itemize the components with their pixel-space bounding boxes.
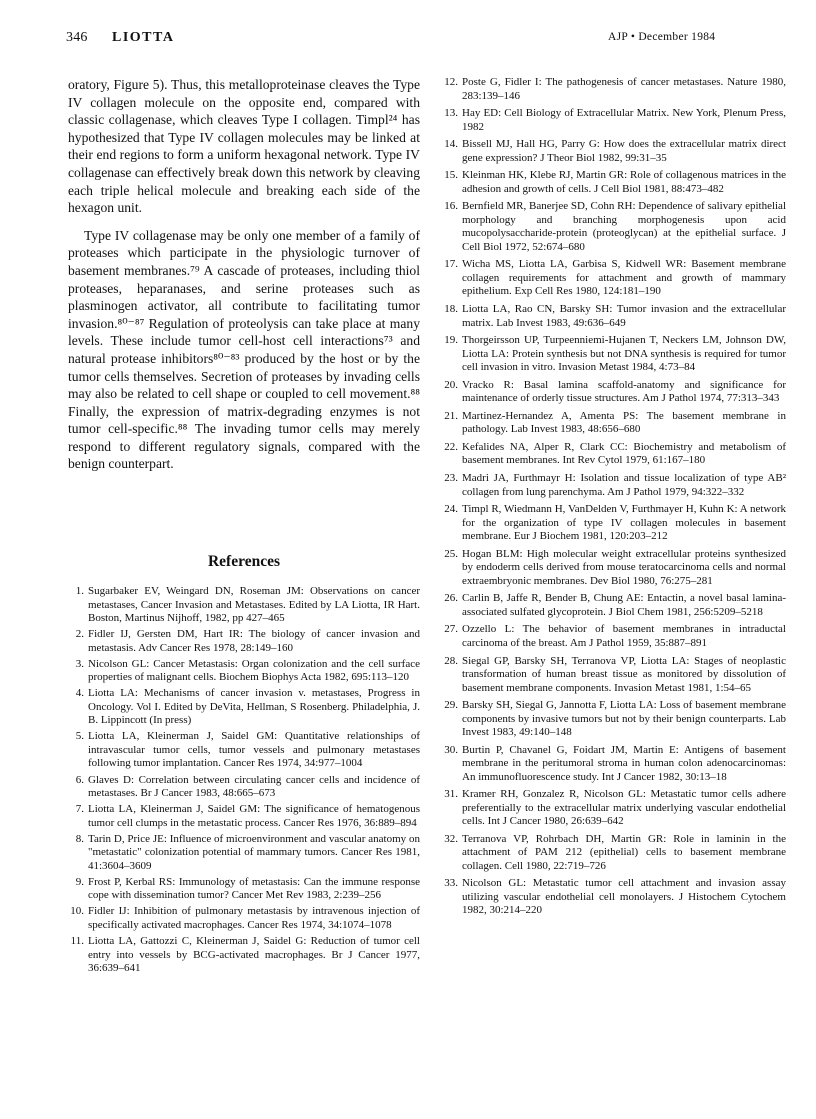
reference-number: 10. — [70, 905, 84, 918]
reference-item — [442, 877, 786, 918]
body-paragraph: Type IV collagenase may be only one member of a family of proteases which participate in the physiologic turnover of basement membranes.⁷⁹ A cascade of proteases, including thiol proteases, heparanases, and serine proteases such as plasminogen activator, all contribute to facilitating tumor invasion.⁸⁰⁻⁸⁷ Regulation of proteolysis can take place at many levels. These include tumor cell-host cell interactions⁷³ and natural protease inhibitors⁸⁰⁻⁸³ produced by the host or by the tumor cells themselves. Secretion of proteases by invading cells may also be related to cell shape or coupled to cell movement.⁸⁸ Finally, the expression of matrix-degrading enzymes is not tumor cell-specific.⁸⁸ The invading tumor cells may merely respond to different regulatory signals, compared with the benign counterpart. — [68, 227, 420, 472]
reference-item — [442, 744, 786, 785]
reference-number: 27. — [444, 623, 458, 636]
reference-number: 19. — [444, 334, 458, 347]
reference-item — [442, 833, 786, 874]
reference-item — [442, 138, 786, 165]
reference-item — [68, 687, 420, 728]
reference-number: 23. — [444, 472, 458, 485]
reference-item — [442, 441, 786, 468]
reference-text: Wicha MS, Liotta LA, Garbisa S, Kidwell WR: Basement membrane collagen requirements for attachment and growth of mammary epithelium. Exp Cell Res 1980, 124:181–190 — [462, 258, 786, 298]
reference-number: 29. — [444, 699, 458, 712]
reference-number: 3. — [75, 657, 84, 670]
reference-number: 9. — [75, 875, 84, 888]
reference-text: Kefalides NA, Alper R, Clark CC: Biochemistry and metabolism of basement membranes. Int Rev Cytol 1979, 61:167–180 — [462, 440, 786, 467]
reference-text: Barsky SH, Siegal G, Jannotta F, Liotta LA: Loss of basement membrane components by invasive tumors but not by their benign counterparts. Lab Invest 1983, 49:140–148 — [462, 699, 786, 739]
reference-item — [442, 200, 786, 254]
reference-number: 20. — [444, 378, 458, 391]
reference-text: Fidler IJ, Gersten DM, Hart IR: The biology of cancer invasion and metastasis. Adv Cancer Res 1978, 28:149–160 — [88, 628, 420, 654]
reference-text: Siegal GP, Barsky SH, Terranova VP, Liotta LA: Stages of neoplastic transformation of human breast tissue as monitored by dissolution of basement membrane components. Invasion Metast 1981, 1:54–65 — [462, 654, 786, 694]
reference-number: 4. — [75, 687, 84, 700]
reference-item — [442, 410, 786, 437]
reference-text: Hogan BLM: High molecular weight extracellular proteins synthesized by endoderm cells derived from mouse teratocarcinoma cells and normal extraembryonic membranes. Dev Biol 1980, 76:275–281 — [462, 547, 786, 587]
reference-list-right — [442, 76, 786, 918]
reference-number: 6. — [75, 773, 84, 786]
reference-item — [68, 730, 420, 771]
reference-item — [442, 592, 786, 619]
reference-item — [442, 788, 786, 829]
reference-item — [68, 585, 420, 626]
reference-item — [442, 334, 786, 375]
reference-text: Martinez-Hernandez A, Amenta PS: The basement membrane in pathology. Lab Invest 1983, 48:656–680 — [462, 409, 786, 436]
reference-item — [442, 548, 786, 589]
reference-number: 11. — [70, 935, 84, 947]
reference-number: 24. — [444, 503, 458, 516]
reference-text: Tarin D, Price JE: Influence of microenvironment and vascular anatomy on "metastatic" colonization potential of mammary tumors. Cancer Res 1981, 41:3604–3609 — [88, 832, 420, 872]
reference-number: 14. — [444, 138, 458, 151]
reference-number: 25. — [444, 547, 458, 560]
reference-item — [442, 76, 786, 103]
reference-number: 30. — [444, 743, 458, 756]
reference-number: 28. — [444, 654, 458, 667]
reference-text: Kramer RH, Gonzalez R, Nicolson GL: Metastatic tumor cells adhere preferentially to the extracellular matrix underlying vascular endothelial cells. Int J Cancer 1980, 26:639–642 — [462, 788, 786, 828]
reference-text: Kleinman HK, Klebe RJ, Martin GR: Role of collagenous matrices in the adhesion and growth of cells. J Cell Biol 1981, 88:473–482 — [462, 169, 786, 195]
reference-number: 17. — [444, 258, 458, 271]
reference-text: Burtin P, Chavanel G, Foidart JM, Martin E: Antigens of basement membrane in the peritumoral stroma in human colon adenocarcinomas: An immunofluorescence study. Int J Cancer 1982, 30:13–18 — [462, 743, 786, 783]
reference-number: 2. — [75, 628, 84, 641]
reference-text: Nicolson GL: Metastatic tumor cell attachment and invasion assay utilizing vascular endothelial cell monolayers. J Histochem Cytochem 1982, 30:214–220 — [462, 877, 786, 917]
reference-item — [442, 503, 786, 544]
reference-text: Nicolson GL: Cancer Metastasis: Organ colonization and the cell surface properties of malignant cells. Biochem Biophys Acta 1982, 695:113–120 — [88, 657, 420, 684]
reference-text: Liotta LA: Mechanisms of cancer invasion v. metastases, Progress in Oncology. Vol I. Edited by DeVita, Hellman, S Rosenberg. Philadelphia, J. B. Lippincott (In press) — [88, 687, 420, 727]
body-paragraph: oratory, Figure 5). Thus, this metalloproteinase cleaves the Type IV collagen molecule on the opposite end, compared with classic collagenase, which cleaves Type I collagen. Timpl²⁴ has hypothesized that Type IV collagen molecules may be linked at their end regions to form a uniform hexagonal network. Type IV collagenase can effectively break down this network by cleaving each triple helical molecule and breaking each side of the hexagon unit. — [68, 77, 420, 216]
reference-item — [442, 258, 786, 299]
reference-text: Liotta LA, Kleinerman J, Saidel GM: The significance of hematogenous tumor cell clumps in the metastatic process. Cancer Res 1976, 36:889–894 — [88, 803, 420, 829]
reference-number: 15. — [444, 169, 458, 182]
reference-text: Glaves D: Correlation between circulating cancer cells and incidence of metastases. Br J Cancer 1983, 48:665–673 — [88, 773, 420, 800]
reference-number: 12. — [444, 76, 458, 88]
reference-item — [442, 699, 786, 740]
reference-number: 32. — [444, 832, 458, 845]
page-header — [0, 30, 816, 52]
reference-text: Bissell MJ, Hall HG, Parry G: How does the extracellular matrix direct gene expression? J Theor Biol 1982, 99:31–35 — [462, 138, 786, 164]
reference-number: 33. — [444, 877, 458, 890]
reference-number: 18. — [444, 303, 458, 316]
reference-text: Thorgeirsson UP, Turpeenniemi-Hujanen T, Neckers LM, Johnson DW, Liotta LA: Protein synthesis but not DNA synthesis is required for tumor cell invasion in vitro. Invasion Metast 1984, 4:73–84 — [462, 334, 786, 374]
reference-list-left — [68, 585, 420, 975]
reference-item — [68, 833, 420, 874]
reference-text: Liotta LA, Kleinerman J, Saidel GM: Quantitative relationships of intravascular tumor cells, tumor vessels and pulmonary metastases following tumor implantation. Cancer Res 1974, 34:977–1004 — [88, 730, 420, 770]
reference-item — [68, 774, 420, 801]
running-journal: AJP • December 1984 — [608, 31, 716, 43]
reference-text: Bernfield MR, Banerjee SD, Cohn RH: Dependence of salivary epithelial morphology and branching morphogenesis upon acid mucopolysaccharide-protein (proteoglycan) at the epithelial surface. J Cell Biol 1972, 52:674–680 — [462, 200, 786, 253]
reference-item — [68, 628, 420, 655]
reference-text: Liotta LA, Gattozzi C, Kleinerman J, Saidel G: Reduction of tumor cell entry into vessels by BCG-activated macrophages. Br J Cancer 1977, 36:639–641 — [88, 935, 420, 974]
reference-item — [442, 107, 786, 134]
reference-item — [68, 803, 420, 830]
reference-item — [442, 472, 786, 499]
reference-number: 5. — [75, 730, 84, 743]
reference-text: Poste G, Fidler I: The pathogenesis of cancer metastases. Nature 1980, 283:139–146 — [462, 76, 786, 102]
references-heading: References — [207, 553, 280, 571]
reference-item — [68, 905, 420, 932]
reference-text: Terranova VP, Rohrbach DH, Martin GR: Role in laminin in the attachment of PAM 212 (epithelial) cells to basement membrane collagen. Cell 1980, 22:719–726 — [462, 832, 786, 872]
left-column — [68, 76, 420, 978]
reference-text: Frost P, Kerbal RS: Immunology of metastasis: Can the immune response cope with dissemination tumor? Cancer Met Rev 1983, 2:239–256 — [88, 875, 420, 902]
page-number: 346 — [66, 30, 88, 45]
reference-text: Timpl R, Wiedmann H, VanDelden V, Furthmayer H, Kuhn K: A network for the organization of type IV collagen molecules in basement membrane. Eur J Biochem 1981, 120:203–212 — [462, 503, 786, 543]
reference-text: Fidler IJ: Inhibition of pulmonary metastasis by intravenous injection of specifically activated macrophages. Cancer Res 1974, 34:1074–1078 — [88, 905, 420, 931]
reference-item — [442, 623, 786, 650]
reference-number: 16. — [444, 200, 458, 213]
reference-item — [442, 379, 786, 406]
reference-number: 21. — [444, 409, 458, 422]
reference-number: 1. — [75, 585, 84, 598]
reference-item — [68, 658, 420, 685]
reference-number: 26. — [444, 592, 458, 605]
reference-text: Ozzello L: The behavior of basement membranes in intraductal carcinoma of the breast. Am J Pathol 1959, 35:887–891 — [462, 623, 786, 649]
running-author: LIOTTA — [112, 30, 175, 45]
reference-item — [68, 876, 420, 903]
reference-text: Liotta LA, Rao CN, Barsky SH: Tumor invasion and the extracellular matrix. Lab Invest 1983, 49:636–649 — [462, 303, 786, 329]
reference-number: 8. — [75, 832, 84, 845]
reference-item — [442, 169, 786, 196]
reference-text: Vracko R: Basal lamina scaffold-anatomy and significance for maintenance of orderly tissue structures. Am J Pathol 1974, 77:313–343 — [462, 378, 786, 405]
right-column — [442, 76, 786, 922]
reference-item — [68, 935, 420, 976]
reference-text: Sugarbaker EV, Weingard DN, Roseman JM: Observations on cancer metastases, Cancer Invasion and Metastases. Edited by LA Liotta, IR Hart. Boston, Martinus Nijhoff, 1982, pp 427–465 — [88, 585, 420, 625]
reference-number: 13. — [444, 107, 458, 120]
reference-number: 31. — [444, 788, 458, 801]
reference-number: 22. — [444, 440, 458, 453]
reference-item — [442, 303, 786, 330]
reference-text: Carlin B, Jaffe R, Bender B, Chung AE: Entactin, a novel basal lamina-associated sulfated glycoprotein. J Biol Chem 1981, 256:5209–5218 — [462, 592, 786, 618]
reference-item — [442, 655, 786, 696]
reference-text: Hay ED: Cell Biology of Extracellular Matrix. New York, Plenum Press, 1982 — [462, 107, 786, 133]
reference-text: Madri JA, Furthmayr H: Isolation and tissue localization of type AB² collagen from lung parenchyma. Am J Pathol 1979, 94:322–332 — [462, 472, 786, 498]
reference-number: 7. — [75, 803, 84, 816]
